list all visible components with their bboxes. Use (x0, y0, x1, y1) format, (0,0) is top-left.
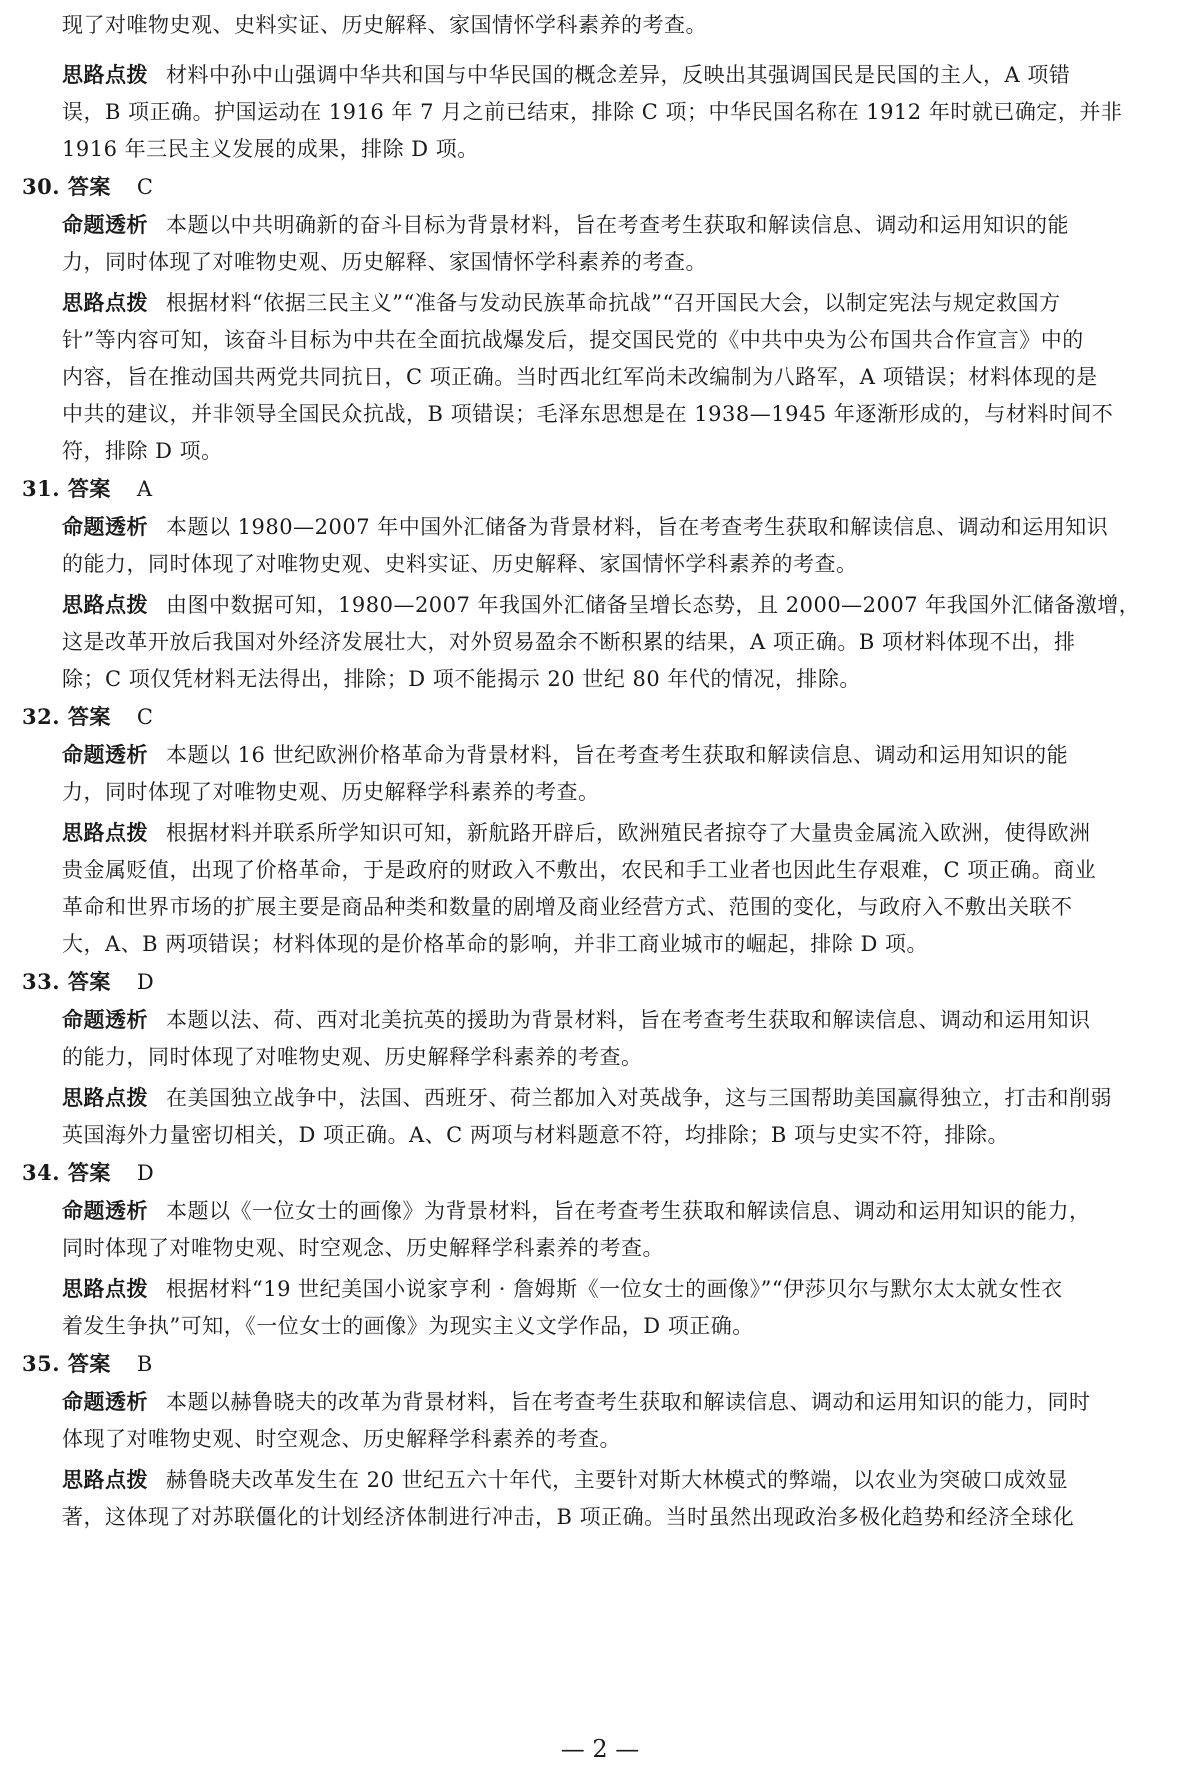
silu-line: 著，这体现了对苏联僵化的计划经济体制进行冲击，B 项正确。当时虽然出现政治多极化趋势和经济全球化 (62, 1505, 1075, 1529)
silu-tag: 思路点拨 (62, 63, 148, 87)
mingti-tag: 命题透析 (62, 515, 148, 539)
silu-tag: 思路点拨 (62, 593, 148, 617)
mingti-line: 命题透析 本题以法、荷、西对北美抗英的援助为背景材料，旨在考查考生获取和解读信息、调动和运用知识 (62, 1008, 1091, 1032)
intro-silu-line: 误，B 项正确。护国运动在 1916 年 7 月之前已结束，排除 C 项；中华民国名称在 1912 年时就已确定，并非 (62, 100, 1123, 124)
mingti-line: 命题透析 本题以 1980—2007 年中国外汇储备为背景材料，旨在考查考生获取和解读信息、调动和运用知识 (62, 515, 1109, 539)
silu-line: 贵金属贬值，出现了价格革命，于是政府的财政入不敷出，农民和手工业者也因此生存艰难，C 项正确。商业 (62, 858, 1097, 882)
silu-line: 思路点拨 由图中数据可知，1980—2007 年我国外汇储备呈增长态势，且 2000—2007 年我国外汇储备激增， (62, 593, 1141, 617)
silu-line: 这是改革开放后我国对外经济发展壮大，对外贸易盈余不断积累的结果，A 项正确。B 项材料体现不出，排 (62, 630, 1076, 654)
question-31-answer: 31. 答案 A (22, 476, 153, 501)
mingti-line: 体现了对唯物史观、时空观念、历史解释学科素养的考查。 (62, 1427, 621, 1451)
silu-line: 思路点拨 在美国独立战争中，法国、西班牙、荷兰都加入对英战争，这与三国帮助美国赢得独立，打击和削弱 (62, 1086, 1112, 1110)
silu-line: 符，排除 D 项。 (62, 439, 223, 463)
page-number: — 2 — (560, 1735, 640, 1763)
mingti-tag: 命题透析 (62, 1390, 148, 1414)
mingti-tag: 命题透析 (62, 213, 148, 237)
silu-line: 思路点拨 赫鲁晓夫改革发生在 20 世纪五六十年代，主要针对斯大林模式的弊端，以农业为突破口成效显 (62, 1468, 1069, 1492)
question-33-answer: 33. 答案 D (22, 969, 155, 994)
intro-silu-line: 1916 年三民主义发展的成果，排除 D 项。 (62, 137, 479, 161)
mingti-line: 的能力，同时体现了对唯物史观、历史解释学科素养的考查。 (62, 1045, 643, 1069)
mingti-tag: 命题透析 (62, 1008, 148, 1032)
mingti-line: 命题透析 本题以《一位女士的画像》为背景材料，旨在考查考生获取和解读信息、调动和运用知识的能力， (62, 1199, 1091, 1223)
silu-line: 英国海外力量密切相关，D 项正确。A、C 两项与材料题意不符，均排除；B 项与史实不符，排除。 (62, 1123, 1010, 1147)
mingti-line: 命题透析 本题以中共明确新的奋斗目标为背景材料，旨在考查考生获取和解读信息、调动和运用知识的能 (62, 213, 1069, 237)
silu-line: 除；C 项仅凭材料无法得出，排除；D 项不能揭示 20 世纪 80 年代的情况，排除。 (62, 667, 861, 691)
mingti-tag: 命题透析 (62, 1199, 148, 1223)
question-32-answer: 32. 答案 C (22, 704, 154, 729)
silu-line: 中共的建议，并非领导全国民众抗战，B 项错误；毛泽东思想是在 1938—1945 年逐渐形成的，与材料时间不 (62, 402, 1114, 426)
mingti-line: 的能力，同时体现了对唯物史观、史料实证、历史解释、家国情怀学科素养的考查。 (62, 552, 858, 576)
silu-tag: 思路点拨 (62, 821, 148, 845)
silu-line: 革命和世界市场的扩展主要是商品种类和数量的剧增及商业经营方式、范围的变化，与政府入不敷出关联不 (62, 895, 1073, 919)
silu-tag: 思路点拨 (62, 1277, 148, 1301)
silu-line: 思路点拨 根据材料并联系所学知识可知，新航路开辟后，欧洲殖民者掠夺了大量贵金属流入欧洲，使得欧洲 (62, 821, 1091, 845)
mingti-line: 力，同时体现了对唯物史观、历史解释、家国情怀学科素养的考查。 (62, 250, 707, 274)
silu-tag: 思路点拨 (62, 291, 148, 315)
silu-line: 着发生争执”可知，《一位女士的画像》为现实主义文学作品，D 项正确。 (62, 1314, 754, 1338)
mingti-line: 同时体现了对唯物史观、时空观念、历史解释学科素养的考查。 (62, 1236, 664, 1260)
mingti-line: 命题透析 本题以 16 世纪欧洲价格革命为背景材料，旨在考查考生获取和解读信息、调动和运用知识的能 (62, 743, 1069, 767)
silu-tag: 思路点拨 (62, 1468, 148, 1492)
mingti-line: 力，同时体现了对唯物史观、历史解释学科素养的考查。 (62, 780, 600, 804)
silu-line: 思路点拨 根据材料“依据三民主义”“准备与发动民族革命抗战”“召开国民大会，以制定宪法与规定救国方 (62, 291, 1061, 315)
mingti-line: 命题透析 本题以赫鲁晓夫的改革为背景材料，旨在考查考生获取和解读信息、调动和运用知识的能力，同时 (62, 1390, 1091, 1414)
silu-line: 针”等内容可知，该奋斗目标为中共在全面抗战爆发后，提交国民党的《中共中央为公布国共合作宣言》中的 (62, 328, 1084, 352)
silu-tag: 思路点拨 (62, 1086, 148, 1110)
silu-line: 大，A、B 两项错误；材料体现的是价格革命的影响，并非工商业城市的崛起，排除 D 项。 (62, 932, 928, 956)
mingti-tag: 命题透析 (62, 743, 148, 767)
intro-line: 现了对唯物史观、史料实证、历史解释、家国情怀学科素养的考查。 (62, 13, 707, 37)
question-30-answer: 30. 答案 C (22, 174, 154, 199)
silu-line: 内容，旨在推动国共两党共同抗日，C 项正确。当时西北红军尚未改编制为八路军，A 项错误；材料体现的是 (62, 365, 1098, 389)
question-35-answer: 35. 答案 B (22, 1351, 153, 1376)
intro-silu-line: 思路点拨 材料中孙中山强调中华共和国与中华民国的概念差异，反映出其强调国民是民国的主人，A 项错 (62, 63, 1071, 87)
question-34-answer: 34. 答案 D (22, 1160, 155, 1185)
silu-line: 思路点拨 根据材料“19 世纪美国小说家亨利 · 詹姆斯《一位女士的画像》”“伊莎贝尔与默尔太太就女性衣 (62, 1277, 1063, 1301)
